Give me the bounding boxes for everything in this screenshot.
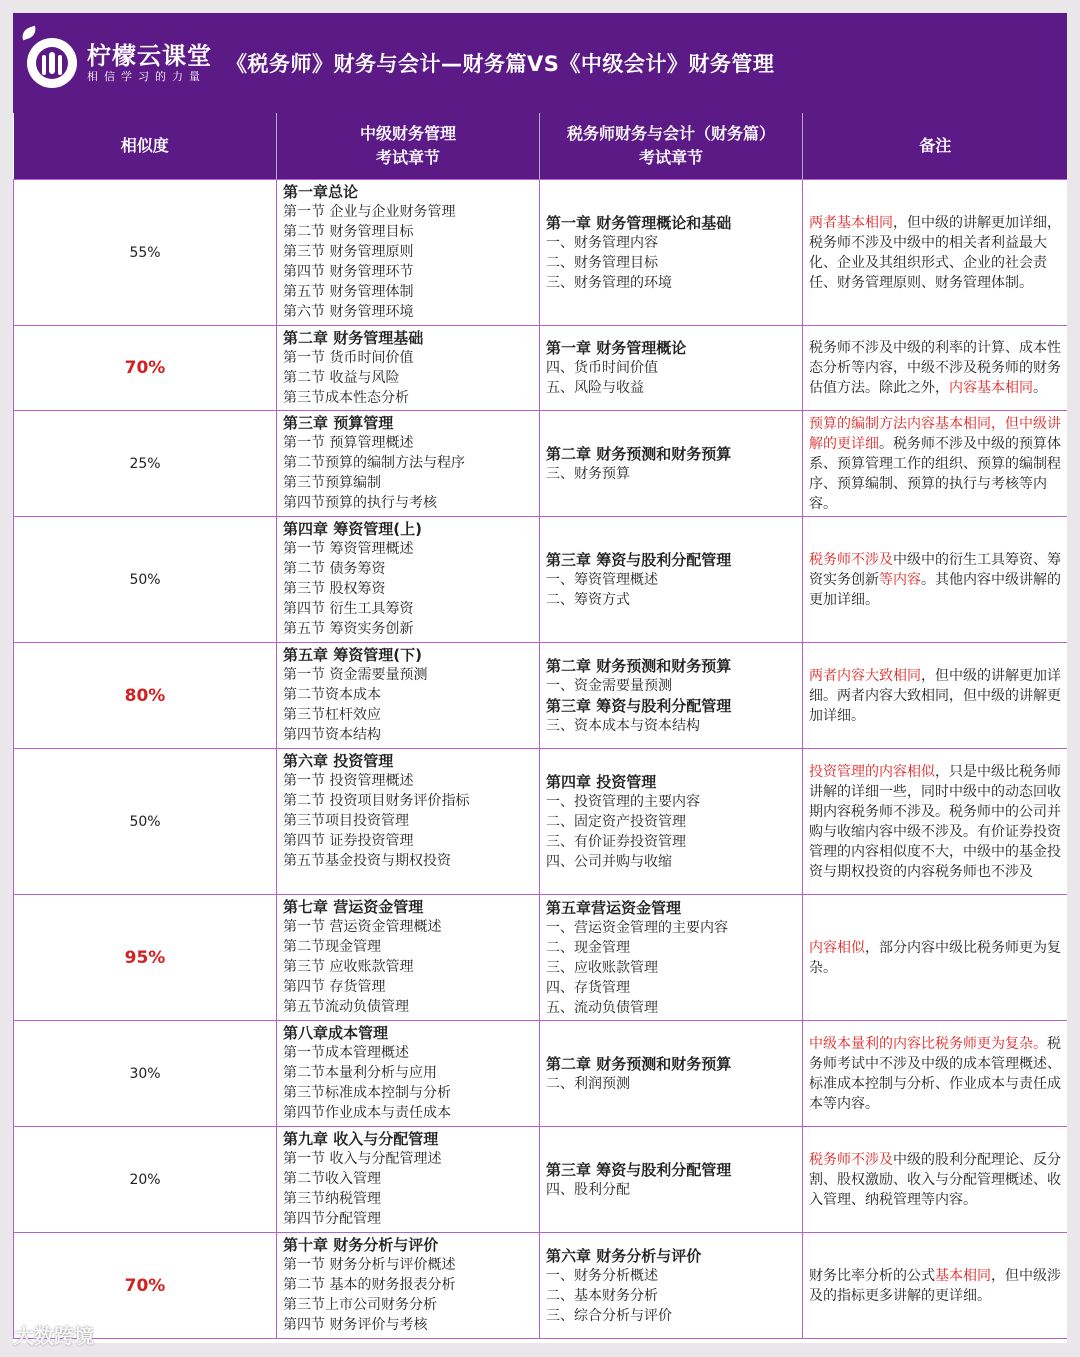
note-highlight: 税务师不涉及 (809, 551, 893, 568)
note-cell (803, 517, 1068, 643)
section-item: 第一节 资金需要量预测 (283, 667, 428, 683)
chapter-title: 第九章 收入与分配管理 (283, 1130, 439, 1148)
section-item: 第一节 营运资金管理概述 (283, 919, 442, 935)
section-item: 第五节 筹资实务创新 (283, 621, 414, 637)
tax-chapter-cell (540, 517, 803, 643)
note-text: ，只是中级比税务师讲解的详细一些，同时中级中的动态回收期内容税务师不涉及。税务师中的公司并购与收缩内容中级不涉及。有价证券投资管理的内容相似度不大，中级中的基金投资与期权投资的内容税务师也不涉及 (809, 763, 1061, 880)
similarity-cell: 80% (14, 643, 277, 749)
section-item: 三、资本成本与资本结构 (546, 717, 700, 734)
tax-chapter-cell (540, 749, 803, 895)
similarity-cell: 70% (14, 1233, 277, 1339)
chapter-title: 第七章 营运资金管理 (283, 898, 424, 916)
section-item: 第二节现金管理 (283, 939, 381, 955)
note-highlight: 两者内容大致相同 (809, 667, 921, 684)
note-cell (803, 1233, 1068, 1339)
table-row (14, 326, 1068, 411)
section-item: 第四节 证券投资管理 (283, 833, 414, 849)
section-item: 一、投资管理的主要内容 (546, 793, 700, 810)
note-cell (803, 643, 1068, 749)
section-item: 第二节 债务筹资 (283, 561, 386, 577)
section-item: 第二节 投资项目财务评价指标 (283, 793, 470, 809)
header-note: 备注 (803, 113, 1068, 180)
mid-chapter-cell (277, 1021, 540, 1127)
section-item: 四、公司并购与收缩 (546, 853, 672, 870)
mid-chapter-cell (277, 895, 540, 1021)
section-item: 第三节成本性态分析 (283, 390, 409, 406)
chapter-title: 第三章 预算管理 (283, 414, 394, 432)
section-item: 第三节纳税管理 (283, 1191, 381, 1207)
mid-chapter-cell (277, 643, 540, 749)
similarity-cell: 95% (14, 895, 277, 1021)
tax-chapter-cell (540, 1021, 803, 1127)
note-text: 税务师不涉及中级的利率的计算、成本性态分析等内容，中级不涉及税务师的财务估值方法。除此之外， (809, 340, 1061, 396)
section-item: 一、筹资管理概述 (546, 571, 658, 588)
section-item: 第一节 企业与企业财务管理 (283, 204, 456, 220)
note-text: 中级的股利分配理论、反分割、股权激励、收入与分配管理概述、收入管理、纳税管理等内容。 (809, 1151, 1061, 1208)
section-item: 第四节预算的执行与考核 (283, 495, 437, 511)
table-row (14, 895, 1068, 1021)
note-highlight: 两者基本相同 (809, 214, 893, 231)
note-cell (803, 180, 1068, 326)
tax-chapter-cell (540, 326, 803, 411)
section-item: 第三节杠杆效应 (283, 707, 381, 723)
note-text: ，但中级的讲解更加详细，税务师不涉及中级中的相关者利益最大化、企业及其组织形式、企业的社会责任、财务管理原则、财务管理体制。 (809, 214, 1061, 291)
chapter-title: 第二章 财务管理基础 (283, 329, 424, 347)
note-text: 财务比率分析的公式 (809, 1267, 935, 1284)
section-item: 二、利润预测 (546, 1075, 630, 1092)
similarity-cell: 70% (14, 326, 277, 411)
tax-chapter-cell (540, 180, 803, 326)
section-item: 第二节本量利分析与应用 (283, 1065, 437, 1081)
note-cell (803, 1021, 1068, 1127)
section-item: 第一节 预算管理概述 (283, 435, 414, 451)
section-item: 第二节 基本的财务报表分析 (283, 1277, 456, 1293)
chapter-title: 第十章 财务分析与评价 (283, 1236, 439, 1254)
section-item: 第一节 筹资管理概述 (283, 541, 414, 557)
brand-logo (27, 38, 212, 88)
section-item: 第三节 应收账款管理 (283, 959, 414, 975)
section-item: 第五节 财务管理体制 (283, 284, 414, 300)
tax-chapter-cell (540, 895, 803, 1021)
chapter-title: 第五章 筹资管理(下) (283, 646, 422, 664)
section-item: 一、资金需要量预测 (546, 677, 672, 694)
section-item: 第四节资本结构 (283, 727, 381, 743)
note-text: 税务师考试中不涉及中级的成本管理概述、标准成本控制与分析、作业成本与责任成本等内容。 (809, 1035, 1061, 1112)
section-item: 第三节预算编制 (283, 475, 381, 491)
mid-chapter-cell (277, 1233, 540, 1339)
section-item: 二、筹资方式 (546, 591, 630, 608)
table-row (14, 749, 1068, 895)
section-item: 第二节 财务管理目标 (283, 224, 414, 240)
mid-chapter-cell (277, 517, 540, 643)
section-item: 四、货币时间价值 (546, 360, 658, 376)
chapter-title: 第四章 投资管理 (546, 772, 657, 791)
similarity-cell: 55% (14, 180, 277, 326)
header-similarity: 相似度 (14, 113, 277, 180)
footer-watermark: 大数跨境 (14, 1324, 94, 1348)
note-highlight: 投资管理的内容相似 (809, 763, 935, 780)
section-item: 第二节资本成本 (283, 687, 381, 703)
section-item: 第一节成本管理概述 (283, 1045, 409, 1061)
header-mid: 中级财务管理 考试章节 (277, 113, 540, 180)
comparison-table (13, 113, 1067, 1339)
chapter-title: 第三章 筹资与股利分配管理 (546, 696, 732, 715)
brand-slogan: 相信学习的力量 (87, 70, 206, 83)
header-tax: 税务师财务与会计（财务篇） 考试章节 (540, 113, 803, 180)
mid-chapter-cell (277, 749, 540, 895)
note-text: 。 (1033, 380, 1047, 396)
section-item: 第一节 财务分析与评价概述 (283, 1257, 456, 1273)
similarity-cell: 20% (14, 1127, 277, 1233)
similarity-cell: 25% (14, 411, 277, 517)
lemon-icon (27, 38, 77, 88)
section-item: 第一节 货币时间价值 (283, 350, 414, 366)
section-item: 三、应收账款管理 (546, 959, 658, 976)
section-item: 第四节作业成本与责任成本 (283, 1105, 451, 1121)
section-item: 三、有价证券投资管理 (546, 833, 686, 850)
table-row (14, 1233, 1068, 1339)
comparison-sheet (13, 13, 1067, 1343)
chapter-title: 第三章 筹资与股利分配管理 (546, 1160, 732, 1179)
section-item: 第三节项目投资管理 (283, 813, 409, 829)
note-cell (803, 1127, 1068, 1233)
brand-name: 柠檬云课堂 (87, 42, 212, 70)
mid-chapter-cell (277, 1127, 540, 1233)
section-item: 第四节分配管理 (283, 1211, 381, 1227)
section-item: 第四节 财务管理环节 (283, 264, 414, 280)
chapter-title: 第二章 财务预测和财务预算 (546, 444, 732, 463)
section-item: 二、财务管理目标 (546, 254, 658, 271)
section-item: 一、财务分析概述 (546, 1267, 658, 1284)
chapter-title: 第四章 筹资管理(上) (283, 520, 422, 538)
note-highlight: 内容相似 (809, 939, 865, 956)
table-row (14, 643, 1068, 749)
section-item: 第五节基金投资与期权投资 (283, 853, 451, 869)
section-item: 第三节上市公司财务分析 (283, 1297, 437, 1313)
chapter-title: 第五章营运资金管理 (546, 898, 682, 917)
tax-chapter-cell (540, 1233, 803, 1339)
note-text: ，部分内容中级比税务师更为复杂。 (809, 939, 1061, 976)
section-item: 第六节 财务管理环境 (283, 304, 414, 320)
section-item: 第四节 衍生工具筹资 (283, 601, 414, 617)
section-item: 第一节 收入与分配管理述 (283, 1151, 442, 1167)
note-cell (803, 749, 1068, 895)
note-highlight: 中级本量利的内容比税务师更为复杂。 (809, 1035, 1047, 1052)
section-item: 四、股利分配 (546, 1181, 630, 1198)
note-cell (803, 411, 1068, 517)
section-item: 一、财务管理内容 (546, 234, 658, 251)
mid-chapter-cell (277, 326, 540, 411)
section-item: 四、存货管理 (546, 979, 630, 996)
section-item: 第五节流动负债管理 (283, 999, 409, 1015)
chapter-title: 第六章 投资管理 (283, 752, 394, 770)
note-highlight: 内容基本相同 (949, 380, 1033, 396)
section-item: 五、风险与收益 (546, 380, 644, 396)
section-item: 第二节预算的编制方法与程序 (283, 455, 465, 471)
section-item: 一、营运资金管理的主要内容 (546, 919, 728, 936)
mid-chapter-cell (277, 180, 540, 326)
section-item: 二、固定资产投资管理 (546, 813, 686, 830)
table-row (14, 180, 1068, 326)
note-text: ，但中级涉及的指标更多讲解的更详细。 (809, 1267, 1061, 1304)
chapter-title: 第一章 财务管理概论和基础 (546, 213, 732, 232)
table-row (14, 411, 1068, 517)
tax-chapter-cell (540, 1127, 803, 1233)
similarity-cell: 30% (14, 1021, 277, 1127)
section-item: 第三节 财务管理原则 (283, 244, 414, 260)
similarity-cell: 50% (14, 517, 277, 643)
chapter-title: 第一章 财务管理概论 (546, 339, 687, 357)
section-item: 第一节 投资管理概述 (283, 773, 414, 789)
table-row (14, 517, 1068, 643)
mid-chapter-cell (277, 411, 540, 517)
section-item: 第三节 股权筹资 (283, 581, 386, 597)
note-highlight: 税务师不涉及 (809, 1151, 893, 1168)
note-text: ，但中级的讲解更加详细。两者内容大致相同，但中级的讲解更加详细。 (809, 667, 1061, 724)
section-item: 第二节收入管理 (283, 1171, 381, 1187)
similarity-cell: 50% (14, 749, 277, 895)
section-item: 二、现金管理 (546, 939, 630, 956)
section-item: 二、基本财务分析 (546, 1287, 658, 1304)
note-highlight: 等内容 (879, 571, 921, 588)
tax-chapter-cell (540, 411, 803, 517)
section-item: 三、财务预算 (546, 465, 630, 482)
section-item: 三、综合分析与评价 (546, 1307, 672, 1324)
section-item: 三、财务管理的环境 (546, 274, 672, 291)
section-item: 第三节标准成本控制与分析 (283, 1085, 451, 1101)
chapter-title: 第三章 筹资与股利分配管理 (546, 550, 732, 569)
title-banner (13, 13, 1067, 113)
note-cell (803, 895, 1068, 1021)
section-item: 第四节 财务评价与考核 (283, 1317, 428, 1333)
section-item: 五、流动负债管理 (546, 999, 658, 1016)
note-cell (803, 326, 1068, 411)
chapter-title: 第六章 财务分析与评价 (546, 1246, 702, 1265)
section-item: 第四节 存货管理 (283, 979, 386, 995)
section-item: 第二节 收益与风险 (283, 370, 400, 386)
table-row (14, 1021, 1068, 1127)
note-text: 中级中的衍生工具筹资、筹资实务创新 (809, 551, 1061, 588)
chapter-title: 第二章 财务预测和财务预算 (546, 656, 732, 675)
note-text: 。其他内容中级讲解的更加详细。 (809, 571, 1061, 608)
tax-chapter-cell (540, 643, 803, 749)
page-title: 《税务师》财务与会计—财务篇VS《中级会计》财务管理 (226, 52, 775, 76)
chapter-title: 第八章成本管理 (283, 1024, 389, 1042)
table-header-row (14, 113, 1068, 180)
table-row (14, 1127, 1068, 1233)
note-highlight: 预算的编制方法内容基本相同，但中级讲解的更详细 (809, 415, 1061, 452)
note-highlight: 基本相同 (935, 1267, 991, 1284)
note-text: 。税务师不涉及中级的预算体系、预算管理工作的组织、预算的编制程序、预算编制、预算的执行与考核等内容。 (809, 435, 1061, 512)
chapter-title: 第二章 财务预测和财务预算 (546, 1054, 732, 1073)
chapter-title: 第一章总论 (283, 183, 359, 201)
